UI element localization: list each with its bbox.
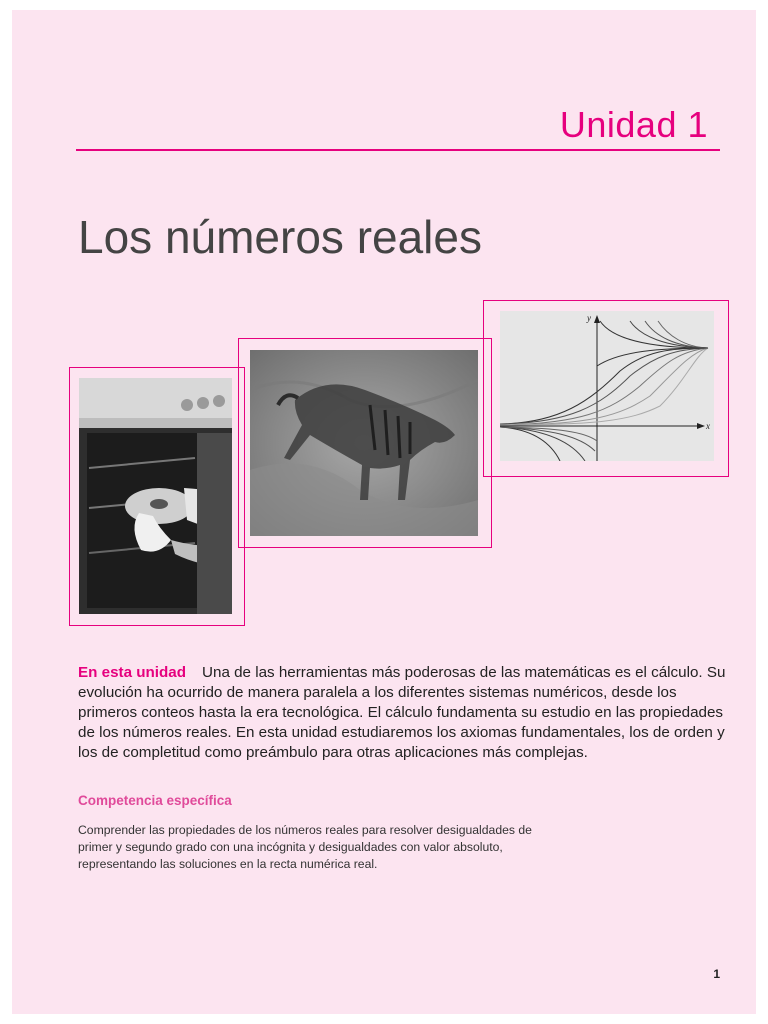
y-axis-label: y xyxy=(587,313,591,323)
intro-lead: En esta unidad xyxy=(78,664,187,681)
oven-photo xyxy=(79,378,232,614)
intro-paragraph xyxy=(78,663,728,763)
unit-label: Unidad 1 xyxy=(559,104,708,145)
oven-illustration xyxy=(79,378,232,614)
x-axis-label: x xyxy=(706,421,710,431)
page xyxy=(12,10,756,1014)
cave-painting-illustration xyxy=(250,350,478,536)
cave-painting xyxy=(250,350,478,536)
intro-body: Una de las herramientas más poderosas de las matemáticas es el cálculo. Su evolución ha ocurrido de manera paralela a los diferentes sistemas numéricos, desde los primeros conteos hasta la era tecnológica. El cálculo fundamenta su estudio en las propiedades de los números reales. En esta unidad estudiaremos los axiomas fundamentales, los de orden y los de completitud como preámbulo para otras aplicaciones más complejas. xyxy=(78,664,726,761)
curves-graph-svg xyxy=(500,311,714,461)
chapter-title: Los números reales xyxy=(78,211,482,263)
page-number: 1 xyxy=(713,967,720,981)
curves-graph xyxy=(500,311,714,461)
header-rule xyxy=(76,149,720,151)
competency-text: Comprender las propiedades de los números reales para resolver desigualdades de primer y segundo grado con una incógnita y desigualdades con valor absoluto, representando las soluciones en la recta numérica real. xyxy=(78,823,532,871)
competency-heading: Competencia específica xyxy=(78,793,232,808)
